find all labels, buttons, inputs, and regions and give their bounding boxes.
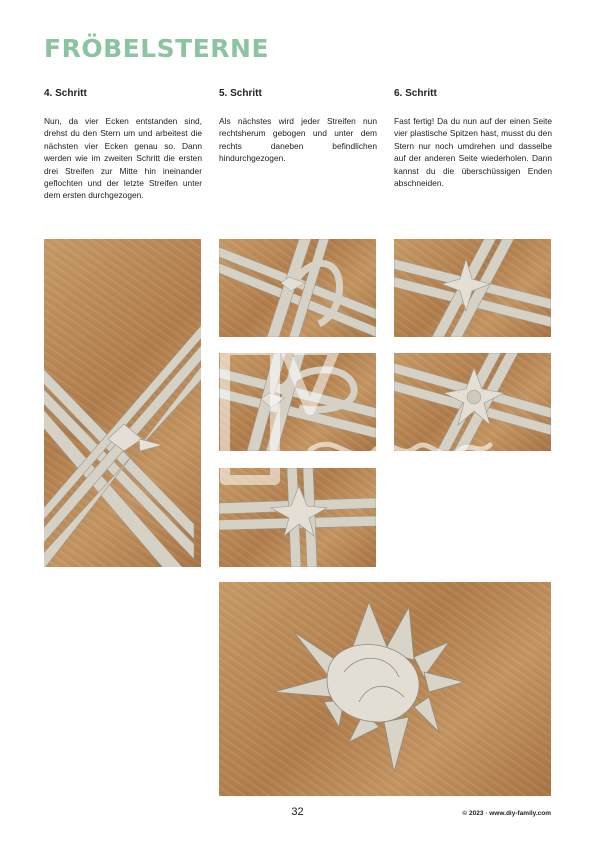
step-4-photo — [44, 239, 201, 567]
step-6-photo-2 — [394, 353, 551, 451]
step-5-photo-2 — [219, 353, 376, 451]
step-4-text: Nun, da vier Ecken entstanden sind, drehst du den Stern um und arbeitest die nächsten vier Ecken genau so. Dann werden wie im zweiten Schritt die ersten drei Streifen zur Mitte hin ineinander geflochten und der letzte Streifen unter dem ersten durchgezogen. — [44, 116, 202, 201]
step-5-text: Als nächstes wird jeder Streifen nun rechtsherum gebogen und unter dem rechts daneben befindlichen hindurchgezogen. — [219, 116, 377, 164]
step-5-heading: 5. Schritt — [219, 88, 262, 99]
page-number: 32 — [291, 806, 304, 818]
step-4-heading: 4. Schritt — [44, 88, 87, 99]
step-6-heading: 6. Schritt — [394, 88, 437, 99]
copyright-link[interactable]: © 2023 · www.diy-family.com — [462, 810, 551, 817]
step-5-photo-1 — [219, 239, 376, 337]
page-title: FRÖBELSTERNE — [44, 34, 270, 63]
step-6-photo-1 — [394, 239, 551, 337]
step-5-photo-3 — [219, 468, 376, 567]
step-6-text: Fast fertig! Da du nun auf der einen Seite vier plastische Spitzen hast, musst du den Stern nur noch umdrehen und dasselbe auf der anderen Seite wiederholen. Dann kannst du die überschüssigen Enden abschneiden. — [394, 116, 552, 189]
final-star-photo — [219, 582, 551, 796]
